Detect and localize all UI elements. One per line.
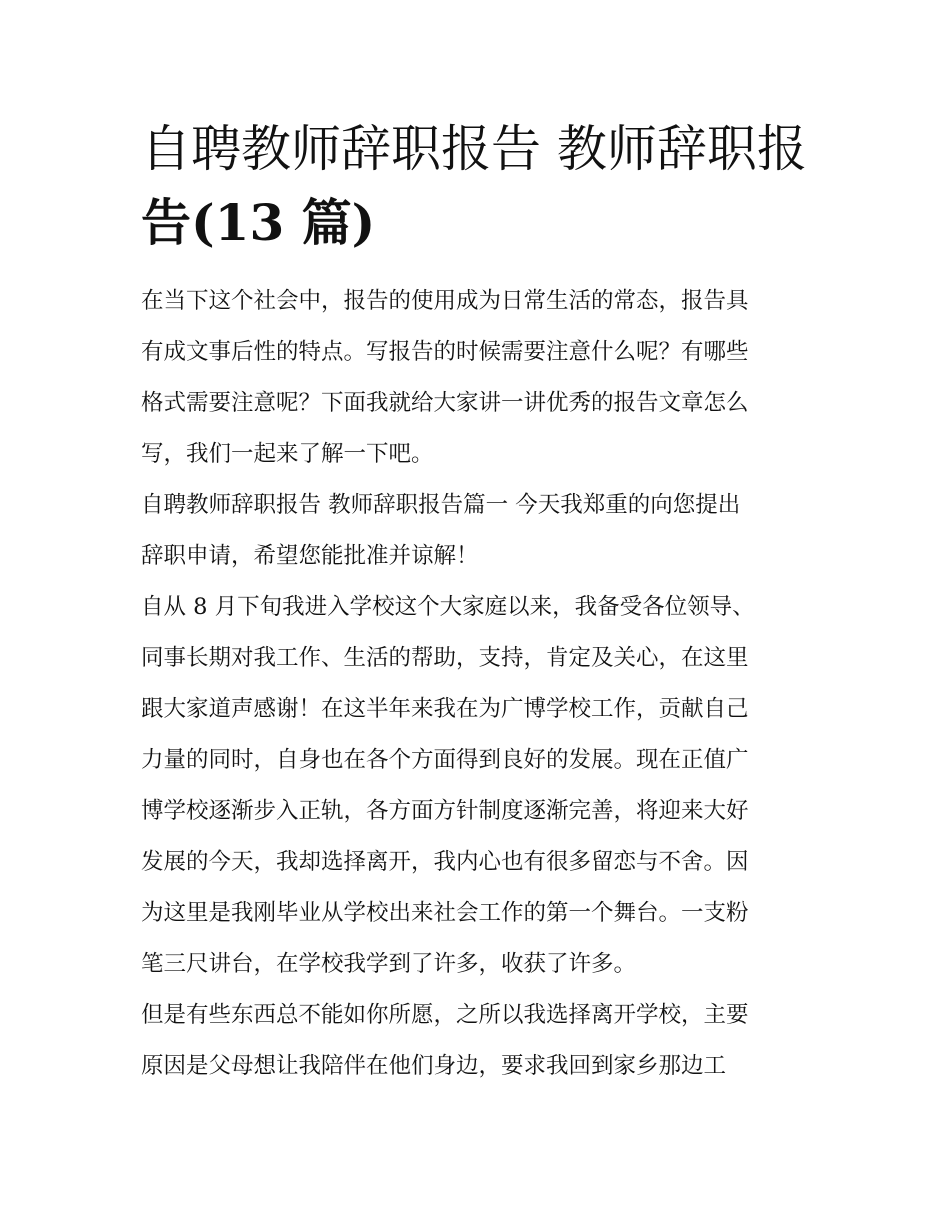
text-line: 辞职申请，希望您能批准并谅解！: [141, 543, 479, 569]
text-line: 笔三尺讲台，在学校我学到了许多，收获了许多。: [141, 951, 637, 977]
text-line: 自从 8 月下旬我进入学校这个大家庭以来，我备受各位领导、: [141, 594, 755, 620]
document-body: [141, 276, 821, 1092]
text-line: 跟大家道声感谢！在这半年来我在为广博学校工作，贡献自己: [141, 696, 749, 722]
text-line: 博学校逐渐步入正轨，各方面方针制度逐渐完善，将迎来大好: [141, 798, 749, 824]
text-line: 发展的今天，我却选择离开，我内心也有很多留恋与不舍。因: [141, 849, 749, 875]
title-line: 自聘教师辞职报告 教师辞职报: [141, 120, 807, 178]
document-title: [141, 112, 821, 260]
paragraph-intro: [141, 276, 821, 480]
title-line: 告(13 篇): [141, 193, 376, 252]
text-line: 在当下这个社会中，报告的使用成为日常生活的常态，报告具: [141, 288, 749, 314]
paragraph-reason: [141, 990, 821, 1092]
text-line: 力量的同时，自身也在各个方面得到良好的发展。现在正值广: [141, 747, 749, 773]
text-line: 为这里是我刚毕业从学校出来社会工作的第一个舞台。一支粉: [141, 900, 749, 926]
paragraph-resignation-request: [141, 480, 821, 582]
text-line: 但是有些东西总不能如你所愿，之所以我选择离开学校，主要: [141, 1002, 749, 1028]
text-line: 同事长期对我工作、生活的帮助，支持，肯定及关心，在这里: [141, 645, 749, 671]
text-line: 有成文事后性的特点。写报告的时候需要注意什么呢？有哪些: [141, 339, 749, 365]
text-line: 原因是父母想让我陪伴在他们身边，要求我回到家乡那边工: [141, 1053, 727, 1079]
text-line: 自聘教师辞职报告 教师辞职报告篇一 今天我郑重的向您提出: [141, 492, 741, 518]
text-line: 写，我们一起来了解一下吧。: [141, 441, 434, 467]
paragraph-gratitude: [141, 582, 821, 990]
text-line: 格式需要注意呢？下面我就给大家讲一讲优秀的报告文章怎么: [141, 390, 749, 416]
